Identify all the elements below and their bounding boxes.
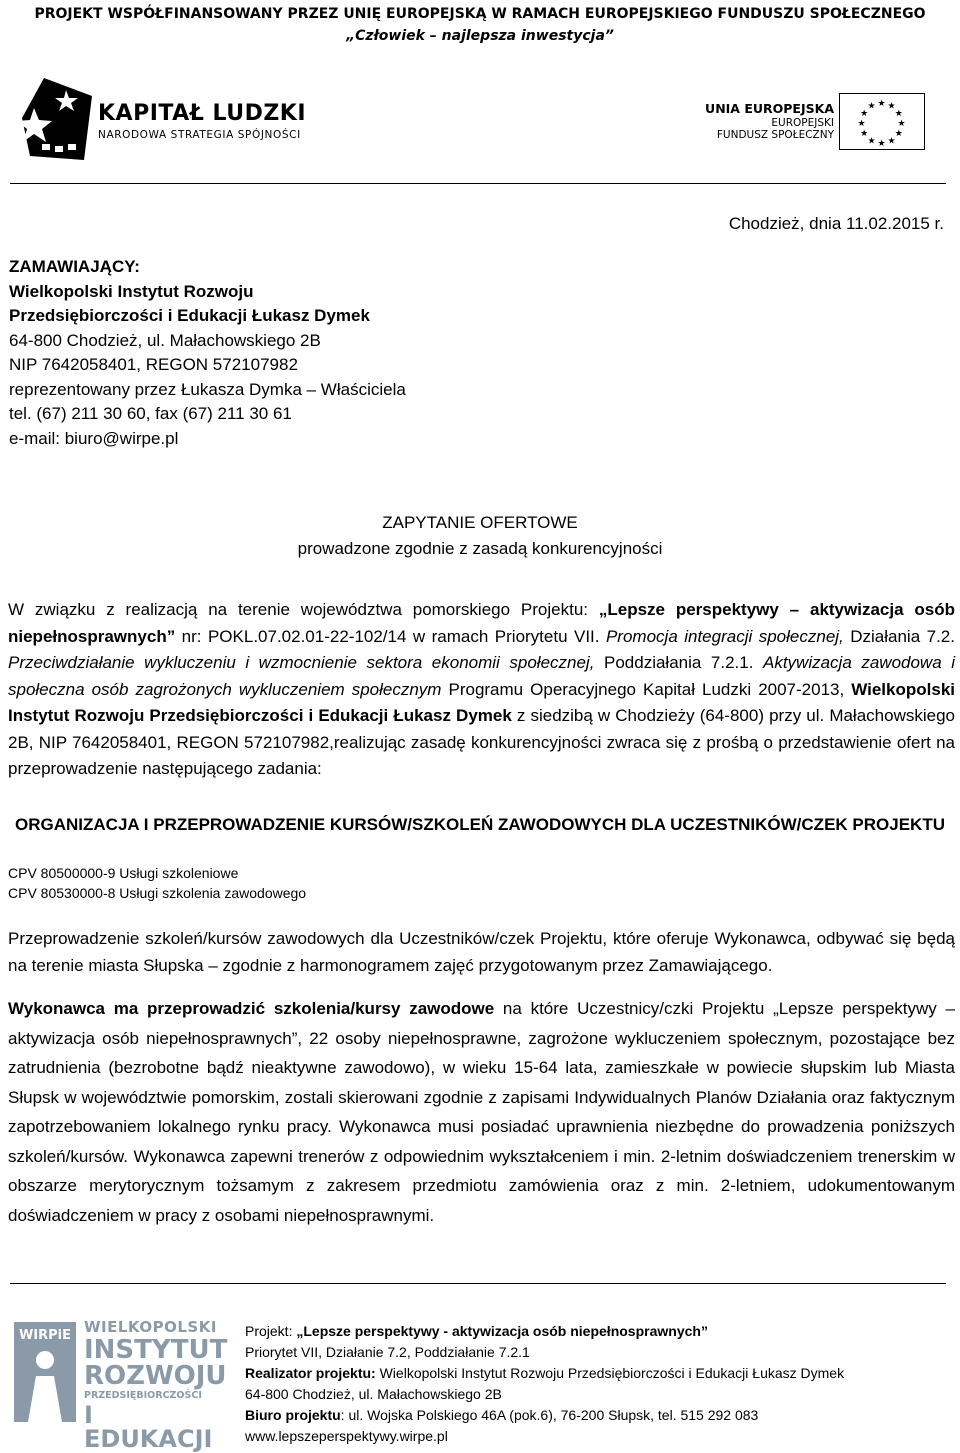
section-title: ORGANIZACJA I PRZEPROWADZENIE KURSÓW/SZKOLEŃ ZAWODOWYCH DLA UCZESTNIKÓW/CZEK PROJEKTU [15, 815, 945, 834]
eu-fund-line2: FUNDUSZ SPOŁECZNY [716, 129, 834, 141]
cpv-list [8, 863, 306, 903]
intro-measure-name: Przeciwdziałanie wykluczeniu i wzmocnienie sektora ekonomii społecznej, [8, 653, 595, 672]
requirements-lead: Wykonawca ma przeprowadzić szkolenia/kursy zawodowe [8, 999, 495, 1018]
footer-office-line [245, 1405, 844, 1426]
svg-text:★: ★ [867, 136, 876, 147]
wirpe-logo-text [84, 1320, 227, 1451]
intro-text-4: Poddziałania 7.2.1. [594, 653, 763, 672]
contractor-name-line2: Przedsiębiorczości i Edukacji Łukasz Dymek [9, 306, 370, 325]
kapital-ludzki-title: KAPITAŁ LUDZKI [98, 101, 307, 126]
header-slogan: „Człowiek – najlepsza inwestycja” [346, 28, 614, 44]
footer-realizer-label: Realizator projektu: [245, 1365, 376, 1381]
footer-office: : ul. Wojska Polskiego 46A (pok.6), 76-200 Słupsk, tel. 515 292 083 [340, 1407, 759, 1423]
wirpe-figure-icon [14, 1346, 76, 1422]
intro-text-1: W związku z realizacją na terenie województwa pomorskiego Projektu: [8, 600, 599, 619]
footer-project-label: Projekt: [245, 1323, 297, 1339]
eu-title: UNIA EUROPEJSKA [705, 101, 834, 116]
footer-project-name: „Lepsze perspektywy - aktywizacja osób niepełnosprawnych” [296, 1323, 708, 1339]
footer-priority: Priorytet VII, Działanie 7.2, Poddziałanie 7.2.1 [245, 1344, 530, 1360]
svg-text:★: ★ [877, 99, 886, 109]
intro-paragraph [8, 597, 955, 783]
svg-text:★: ★ [857, 119, 866, 129]
document-subtitle: prowadzone zgodnie z zasadą konkurencyjności [297, 539, 663, 558]
header-divider [10, 183, 946, 184]
eu-stars-icon [840, 94, 923, 148]
eu-fund-line1: EUROPEJSKI [771, 117, 834, 129]
wirpe-logo-abbrev: WIRPiE [18, 1328, 72, 1343]
svg-text:★: ★ [897, 119, 906, 129]
header-cofinancing: PROJEKT WSPÓŁFINANSOWANY PRZEZ UNIĘ EUROPEJSKĄ W RAMACH EUROPEJSKIEGO FUNDUSZU SPOŁECZNEGO [34, 6, 926, 22]
footer-realizer: Wielkopolski Instytut Rozwoju Przedsiębiorczości i Edukacji Łukasz Dymek [375, 1365, 845, 1381]
location-paragraph: Przeprowadzenie szkoleń/kursów zawodowych dla Uczestników/czek Projektu, które oferuje Wykonawca, odbywać się będą na terenie miasta Słupska – zgodnie z harmonogramem zajęć przygotowanym przez Zamawiającego. [8, 929, 955, 975]
document-date: Chodzież, dnia 11.02.2015 r. [728, 214, 944, 233]
contractor-requirements-paragraph [8, 994, 955, 1230]
svg-text:★: ★ [860, 109, 869, 119]
wirpe-logo-line3: ROZWOJU [84, 1361, 227, 1391]
requirements-text: na które Uczestnicy/czki Projektu „Lepsze perspektywy – aktywizacja osób niepełnosprawnych”, 22 osoby niepełnosprawne, zagrożone wykluczeniem społecznym, pozostające bez zatrudnienia (bezrobotne bądź nieaktywne zawodowo), w wieku 15-64 lata, zamieszkałe w powiecie słupskim lub Miasta Słupsk w województwie pomorskim, zostali skierowani zgodnie z zapisami Indywidualnych Planów Działania oraz faktycznym zapotrzebowaniem lokalnego rynku pracy. Wykonawca musi posiadać uprawnienia niezbędne do prowadzenia poniższych szkoleń/kursów. Wykonawca zapewni trenerów z odpowiednim wykształceniem i min. 2-letnim doświadczeniem trenerskim w obszarze merytorycznym tożsamym z zakresem przedmiotu zamówienia oraz z min. 2-letniem, udokumentowanym doświadczeniem w pracy z osobami niepełnosprawnymi. [8, 999, 955, 1225]
wirpe-logo-line1: WIELKOPOLSKI [84, 1318, 217, 1336]
eu-logo [705, 93, 927, 153]
wirpe-logo-line4: PRZEDSIĘBIORCZOŚCI [84, 1390, 202, 1401]
footer-info [245, 1321, 844, 1447]
intro-text-6: z siedzibą w Chodzieży (64-800) przy ul. Małachowskiego 2B, NIP 7642058401, REGON 572107982,realizując zasadę konkurencyjności zwraca się z prośbą o przedstawienie ofert na przeprowadzenie następującego zadania: [8, 706, 955, 778]
contractor-address: 64-800 Chodzież, ul. Małachowskiego 2B [9, 330, 321, 350]
intro-submeasure-name: Aktywizacja zawodowa i społeczna osób zagrożonych wykluczeniem społecznym [8, 653, 955, 699]
intro-text-3: Działania 7.2. [843, 626, 955, 646]
footer-realizer-line [245, 1363, 844, 1384]
svg-text:★: ★ [887, 136, 896, 147]
svg-text:★: ★ [894, 129, 903, 139]
intro-project-name: „Lepsze perspektywy – aktywizacja osób niepełnosprawnych” [8, 600, 955, 646]
contractor-ids: NIP 7642058401, REGON 572107982 [9, 355, 298, 374]
contractor-email: e-mail: biuro@wirpe.pl [9, 428, 179, 448]
contractor-phone: tel. (67) 211 30 60, fax (67) 211 30 61 [9, 404, 292, 423]
wirpe-logo-line2: INSTYTUT [84, 1335, 228, 1365]
kapital-ludzki-logo [22, 78, 312, 160]
cpv-item: CPV 80530000-8 Usługi szkolenia zawodowego [8, 885, 307, 901]
contracting-authority-block [9, 255, 406, 451]
svg-text:★: ★ [877, 139, 886, 148]
svg-text:★: ★ [867, 101, 876, 112]
footer-address: 64-800 Chodzież, ul. Małachowskiego 2B [245, 1386, 502, 1402]
kapital-ludzki-emblem-icon [22, 78, 94, 160]
eu-flag [839, 93, 925, 150]
kapital-ludzki-subtitle: NARODOWA STRATEGIA SPÓJNOŚCI [98, 129, 301, 141]
cpv-item: CPV 80500000-9 Usługi szkoleniowe [8, 865, 239, 881]
svg-text:★: ★ [860, 129, 869, 139]
eu-fund-text [717, 117, 834, 141]
footer-website-link[interactable]: www.lepszeperspektywy.wirpe.pl [245, 1428, 448, 1444]
intro-text-5: Programu Operacyjnego Kapitał Ludzki 2007-2013, [441, 679, 852, 699]
footer-office-label: Biuro projektu [245, 1407, 341, 1423]
intro-priority-name: Promocja integracji społecznej, [605, 626, 844, 646]
document-title-block [0, 510, 960, 562]
document-title: ZAPYTANIE OFERTOWE [382, 513, 578, 532]
intro-institute-name: Wielkopolski Instytut Rozwoju Przedsiębiorczości i Edukacji Łukasz Dymek [8, 679, 955, 725]
wirpe-logo-block [14, 1322, 76, 1422]
wirpe-logo [14, 1318, 228, 1453]
svg-text:★: ★ [887, 101, 896, 112]
svg-text:★: ★ [894, 109, 903, 119]
contractor-representative: reprezentowany przez Łukasza Dymka – Właściciela [9, 379, 406, 399]
footer-divider [10, 1283, 946, 1284]
intro-text-2: nr: POKL.07.02.01-22-102/14 w ramach Priorytetu VII. [175, 626, 606, 646]
contractor-label: ZAMAWIAJĄCY: [9, 257, 140, 276]
footer-project-line [245, 1321, 844, 1342]
wirpe-logo-line5: I EDUKACJI [84, 1400, 213, 1453]
contractor-name-line1: Wielkopolski Instytut Rozwoju [9, 281, 254, 301]
